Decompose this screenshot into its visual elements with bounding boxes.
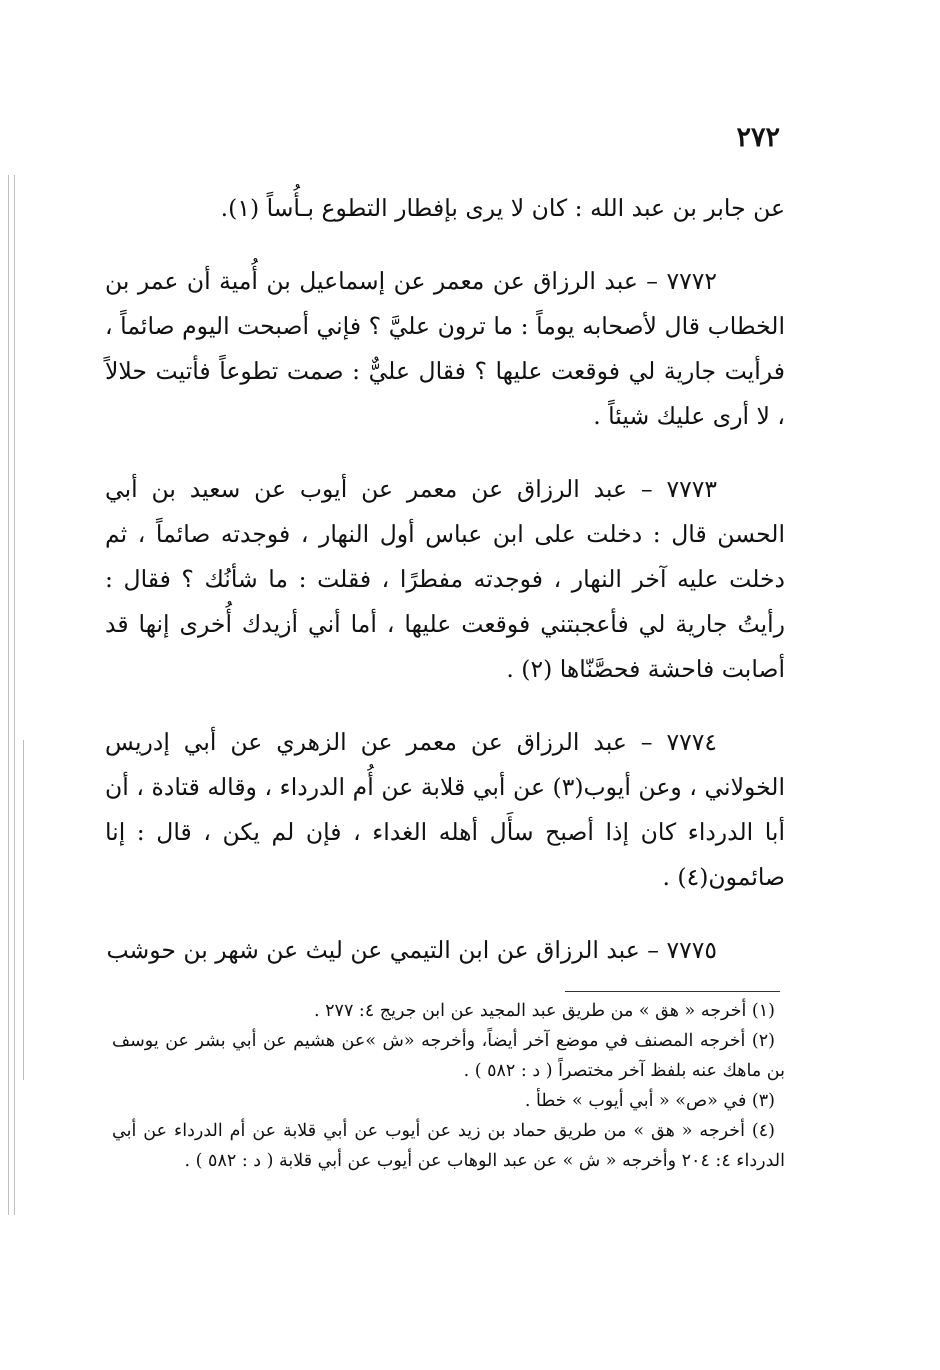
page-number: ٢٧٢ (736, 122, 780, 153)
hadith-7772: ٧٧٧٢ – عبد الرزاق عن معمر عن إسماعيل بن أُمية أن عمر بن الخطاب قال لأصحابه يوماً : ما ترون عليَّ ؟ فإني أصبحت اليوم صائماً ، فرأيت جارية لي فوقعت عليها ؟ فقال عليٌّ : صمت تطوعاً فأتيت حلالاً ، لا أرى عليك شيئاً . (105, 267, 785, 430)
footnote-3: (٣) في «ص» « أبي أيوب » خطأ . (524, 1091, 775, 1111)
main-text (105, 186, 785, 973)
footnote-divider (565, 991, 780, 992)
footnote-2: (٢) أخرجه المصنف في موضع آخر أيضاً، وأخرجه «ش »عن هشيم عن أبي بشر عن يوسف بن ماهك عنه بلفظ آخر مختصراً ( د : ٥٨٢ ) . (112, 1031, 785, 1081)
footnote-1: (١) أخرجه « هق » من طريق عبد المجيد عن ابن جريج ٤: ٢٧٧ . (314, 1001, 775, 1021)
page-edge-line (23, 740, 24, 1080)
footnote-4: (٤) أخرجه « هق » من طريق حماد بن زيد عن أيوب عن أبي قلابة عن أم الدرداء عن أبي الدرداء ٤: ٢٠٤ وأخرجه « ش » عن عبد الوهاب عن أيوب عن أبي قلابة ( د : ٥٨٢ ) . (112, 1121, 785, 1171)
footnotes (112, 996, 785, 1176)
hadith-7775: ٧٧٧٥ – عبد الرزاق عن ابن التيمي عن ليث عن شهر بن حوشب (106, 936, 717, 964)
hadith-7774: ٧٧٧٤ – عبد الرزاق عن معمر عن الزهري عن أبي إدريس الخولاني ، وعن أيوب(٣) عن أبي قلابة عن أُم الدرداء ، وقاله قتادة ، أن أبا الدرداء كان إذا أصبح سأَل أهله الغداء ، فإن لم يكن ، قال : إنا صائمون(٤) . (105, 728, 785, 891)
page-edge-line (14, 175, 15, 1215)
hadith-7773: ٧٧٧٣ – عبد الرزاق عن معمر عن أيوب عن سعيد بن أبي الحسن قال : دخلت على ابن عباس أول النهار ، فوجدته صائماً ، ثم دخلت عليه آخر النهار ، فوجدته مفطرًا ، فقلت : ما شأنُك ؟ فقال : رأيتُ جارية لي فأعجبتني فوقعت عليها ، أما أني أزيدك أُخرى إنها قد أصابت فاحشة فحصَّنّاها (٢) . (105, 475, 785, 683)
page-edge-line (8, 175, 9, 1215)
paragraph-continuation: عن جابر بن عبد الله : كان لا يرى بإفطار التطوع بـأُساً (١). (220, 194, 785, 222)
